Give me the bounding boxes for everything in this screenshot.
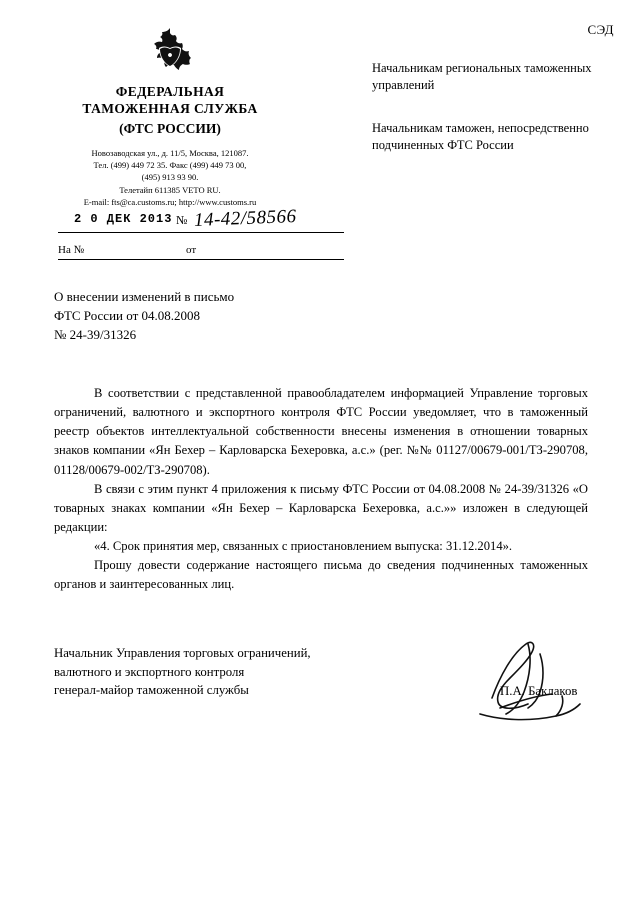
subject-line-1: О внесении изменений в письмо: [54, 289, 235, 304]
contact-details: [0, 147, 340, 209]
org-name-line3: (ФТС РОССИИ): [119, 120, 221, 136]
teletype-line: Телетайп 611385 VETO RU.: [119, 184, 221, 195]
subject-block: [54, 288, 384, 345]
addressee-line-2: Начальникам таможен, непосредственно подчиненных ФТС России: [372, 120, 589, 152]
number-sign: №: [176, 213, 188, 227]
phone-line-2: (495) 913 93 90.: [141, 172, 199, 183]
address-line: Новозаводская ул., д. 11/5, Москва, 121087.: [91, 147, 249, 158]
russian-coat-of-arms-icon: [147, 26, 193, 78]
signer-name: П.А. Баклаков: [500, 684, 578, 698]
email-line: E-mail: fts@ca.customs.ru; http://www.customs.ru: [83, 197, 257, 207]
handwritten-signature-icon: [470, 636, 590, 728]
body-paragraph: В соответствии с представленной правообладателем информацией Управление торговых ограничений, валютного и экспортного контроля ФТС России уведомляет, что в таможенный реестр объектов интеллектуальной собственности внесены изменения в отношении товарных знаков компании «Ян Бехер – Карловарска Бехеровка, а.с.» (рег. №№ 01127/00679-001/ТЗ-290708, 01128/00679-002/ТЗ-290708).: [54, 386, 588, 477]
from-label: от: [186, 244, 197, 256]
addressee-line-1: Начальникам региональных таможенных управлений: [372, 61, 592, 92]
subject-line-2: ФТС России от 04.08.2008: [54, 307, 201, 323]
registration-rule: [58, 232, 344, 233]
signer-title-line-2: валютного и экспортного контроля: [54, 664, 245, 679]
phone-line: Тел. (499) 449 72 35. Факс (499) 449 73 00,: [93, 160, 247, 171]
date-stamp: 2 0 ДЕК 2013: [74, 212, 173, 226]
subject-line-3: № 24-39/31326: [54, 326, 137, 342]
body-paragraph: Прошу довести содержание настоящего письма до сведения подчиненных таможенных органов и заинтересованных лиц.: [54, 558, 588, 592]
letter-body: [54, 384, 588, 595]
letterhead: [0, 26, 340, 208]
signer-title: [54, 644, 394, 700]
sed-stamp: СЭД: [587, 22, 614, 37]
signer-title-line-3: генерал-майор таможенной службы: [54, 683, 249, 698]
org-name-line1: ФЕДЕРАЛЬНАЯ: [115, 84, 225, 99]
body-paragraph: «4. Срок принятия мер, связанных с приостановлением выпуска: 31.12.2014».: [94, 539, 513, 554]
on-number-label: На №: [58, 244, 85, 256]
org-name-line2: ТАМОЖЕННАЯ СЛУЖБА: [82, 100, 258, 116]
document-number: 14-42/58566: [193, 206, 297, 231]
signer-title-line-1: Начальник Управления торговых ограничений,: [54, 646, 311, 660]
addressee-block: [372, 60, 622, 154]
body-paragraph: В связи с этим пункт 4 приложения к письму ФТС России от 04.08.2008 № 24-39/31326 «О товарных знаках компании «Ян Бехер – Карловарска Бехеровка, а.с.»» изложен в следующей редакции:: [54, 481, 588, 534]
reply-reference-rule: [58, 259, 344, 260]
reply-reference-block: [58, 244, 348, 256]
